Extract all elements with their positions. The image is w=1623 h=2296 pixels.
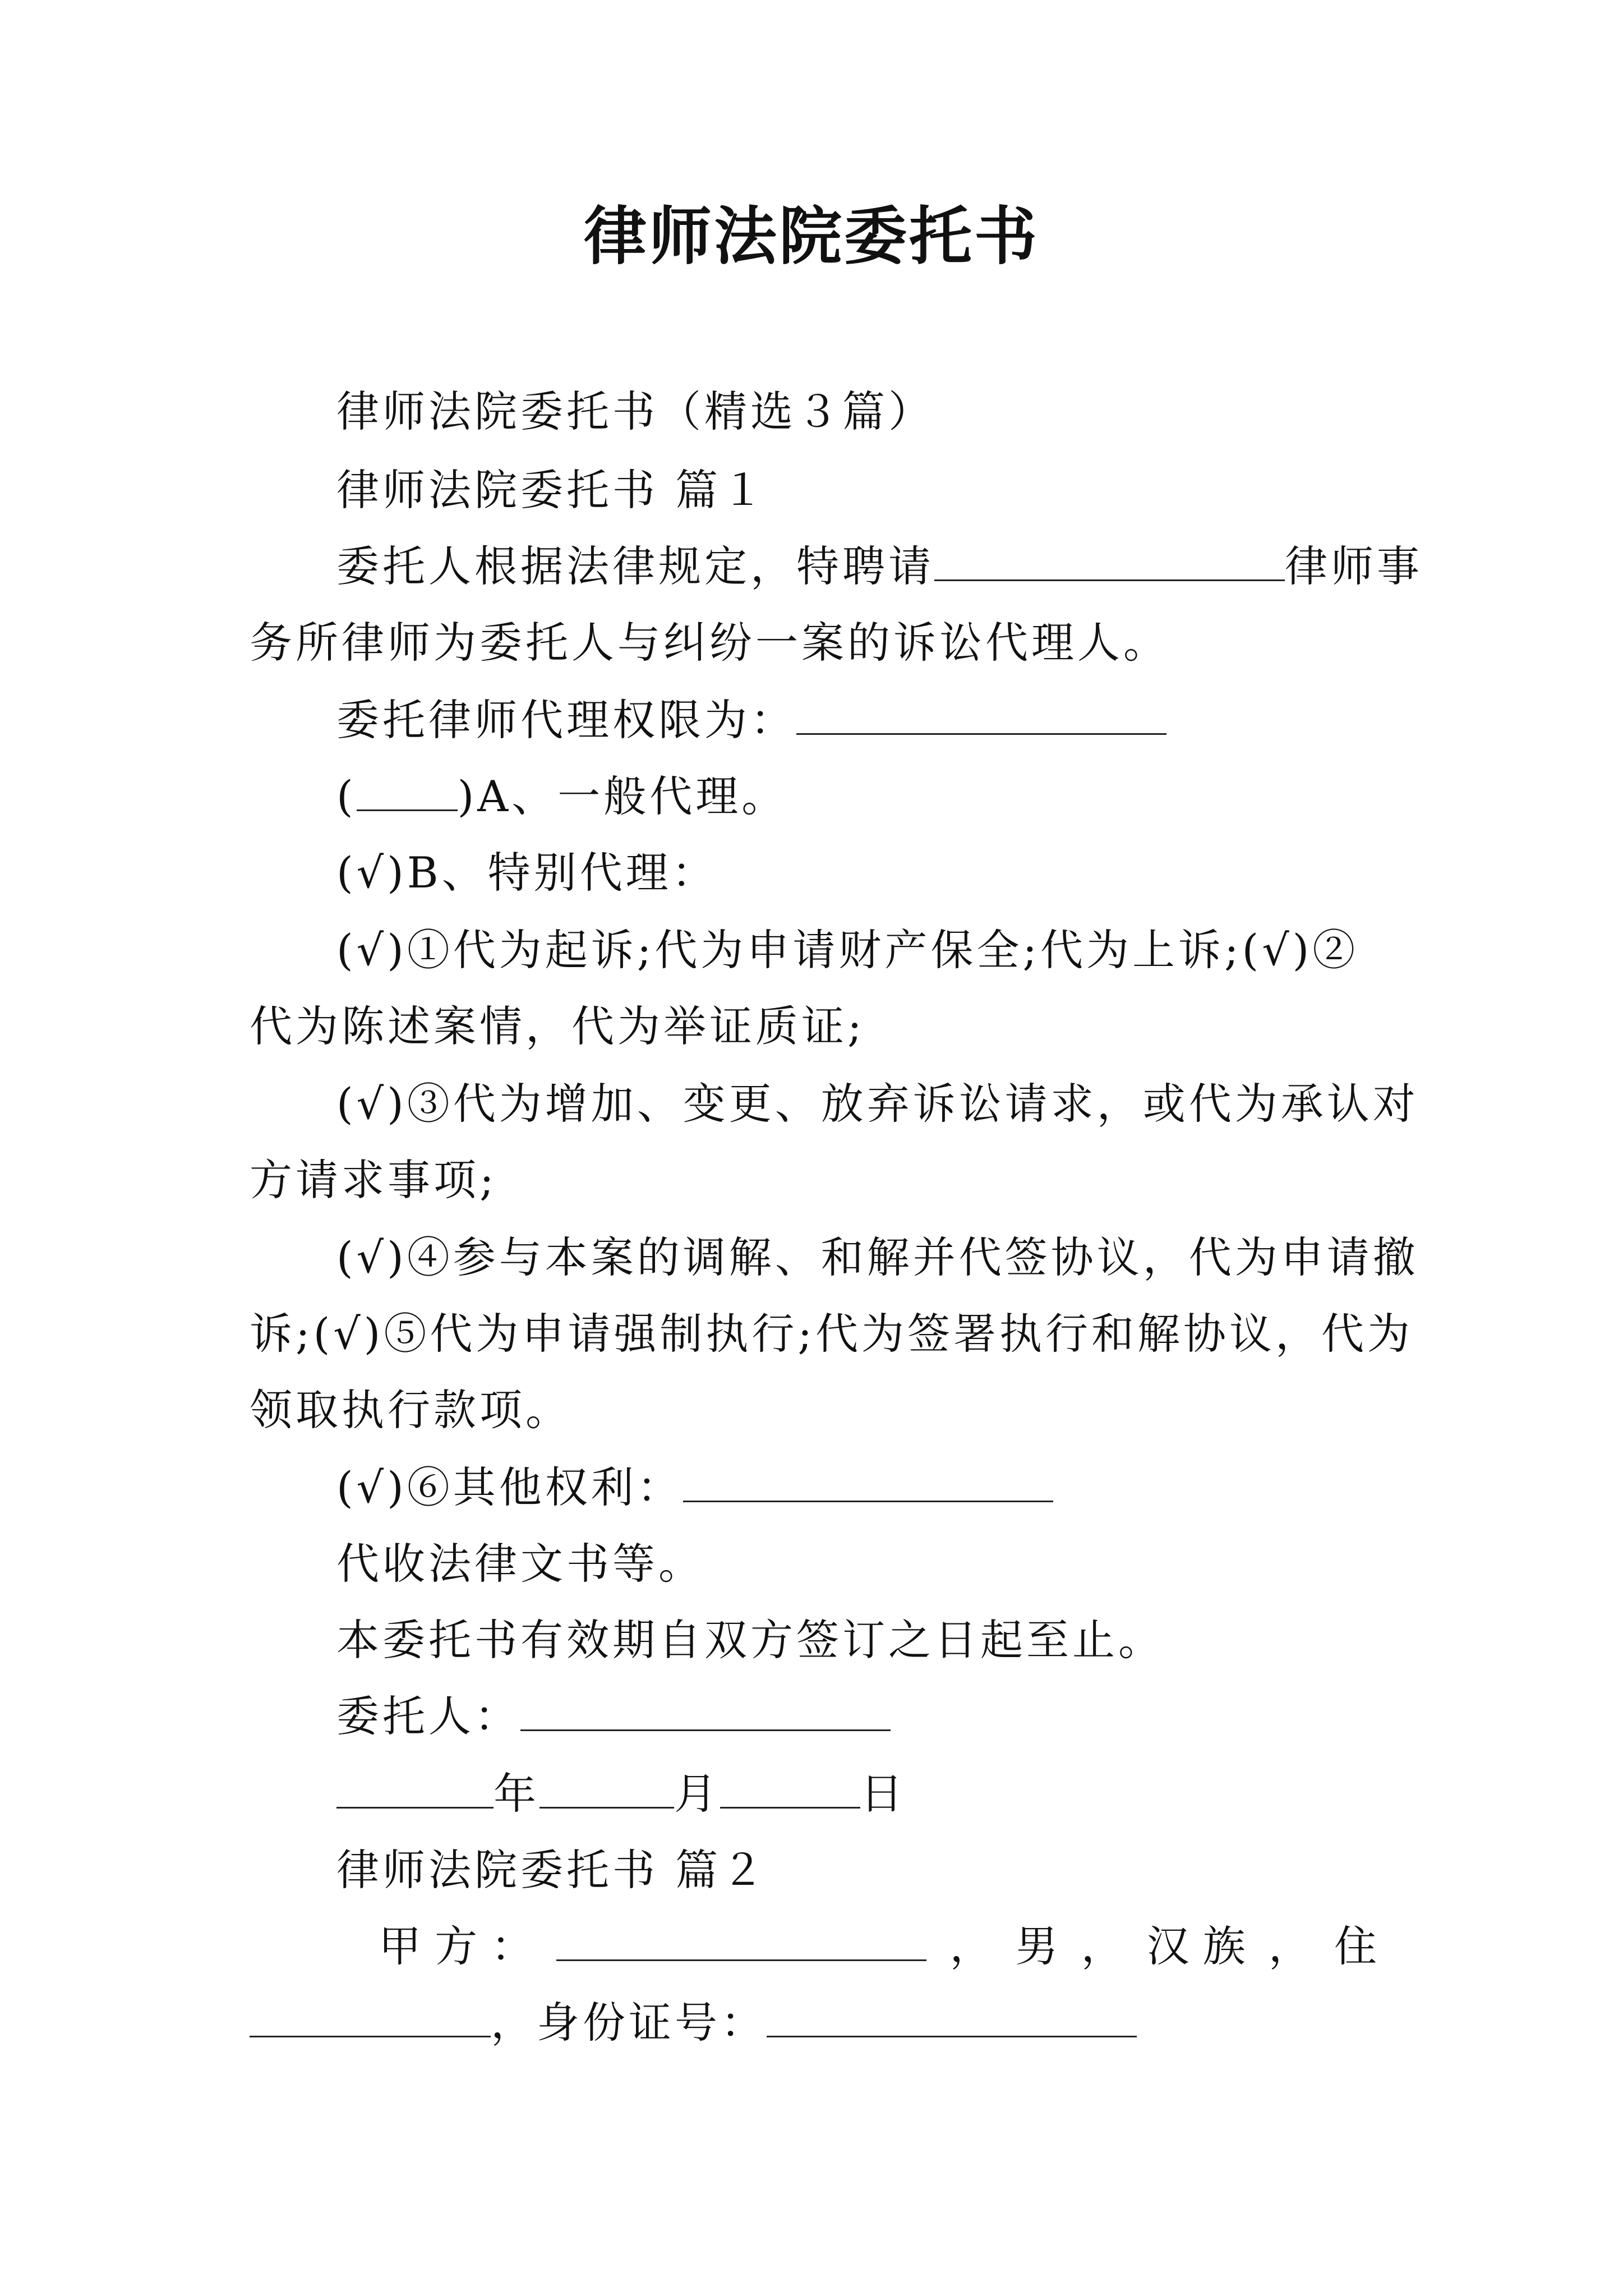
ethnicity: 汉 族 bbox=[1146, 1921, 1246, 1971]
blank-field bbox=[683, 1461, 1053, 1502]
blank-field bbox=[934, 540, 1285, 581]
comma: ， bbox=[949, 1921, 993, 1971]
client-signature-line bbox=[336, 1690, 891, 1743]
subtitle: 律师法院委托书（精选３篇） bbox=[336, 386, 934, 436]
comma: ， bbox=[1081, 1921, 1124, 1971]
address-blank bbox=[250, 1996, 491, 2037]
day-label: 日 bbox=[860, 1769, 906, 1819]
item-3-line-2: 方请求事项; bbox=[250, 1155, 497, 1205]
month-blank bbox=[540, 1768, 674, 1809]
date-line bbox=[336, 1767, 906, 1821]
blank-field bbox=[357, 770, 458, 811]
text: (√)⑥其他权利： bbox=[336, 1462, 683, 1512]
item-4-5-line-1: (√)④参与本案的调解、和解并代签协议，代为申请撤 bbox=[336, 1232, 1419, 1282]
gender: 男 bbox=[1015, 1921, 1058, 1971]
validity-period: 本委托书有效期自双方签订之日起至止。 bbox=[336, 1615, 1164, 1665]
item-3-line-1: (√)③代为增加、变更、放弃诉讼请求，或代为承认对 bbox=[336, 1079, 1419, 1129]
item-6 bbox=[336, 1461, 1053, 1515]
paragraph-1-line-2: 务所律师为委托人与纠纷一案的诉讼代理人。 bbox=[250, 618, 1169, 668]
text: 委托人： bbox=[336, 1691, 520, 1741]
text: ，身份证号： bbox=[491, 1998, 767, 2047]
collect-documents: 代收法律文书等。 bbox=[336, 1539, 704, 1589]
party-a-label: 甲 方 ： bbox=[379, 1921, 534, 1971]
id-number-blank bbox=[767, 1996, 1137, 2037]
comma: ， bbox=[1268, 1921, 1311, 1971]
item-1-2-line-2: 代为陈述案情，代为举证质证; bbox=[250, 1001, 865, 1051]
option-b: (√)B、特别代理： bbox=[336, 848, 718, 898]
paragraph-1-line-1 bbox=[336, 540, 1423, 593]
month-label: 月 bbox=[674, 1769, 720, 1819]
section-heading-1: 律师法院委托书 篇１ bbox=[336, 465, 768, 515]
blank-field bbox=[520, 1690, 891, 1731]
text: ( bbox=[336, 771, 357, 821]
blank-field bbox=[796, 694, 1166, 735]
text: 律师事 bbox=[1285, 541, 1423, 591]
party-a-line bbox=[379, 1920, 1377, 1973]
item-1-2-line-1: (√)①代为起诉;代为申请财产保全;代为上诉;(√)② bbox=[336, 925, 1359, 975]
text: )A、一般代理。 bbox=[457, 771, 788, 821]
day-blank bbox=[720, 1768, 860, 1809]
document-title: 律师法院委托书 bbox=[584, 200, 1039, 273]
party-a-name-blank bbox=[556, 1920, 926, 1961]
authority-line bbox=[336, 693, 1166, 747]
item-4-5-line-2: 诉;(√)⑤代为申请强制执行;代为签署执行和解协议，代为 bbox=[250, 1309, 1413, 1359]
year-blank bbox=[336, 1768, 494, 1809]
text: 委托律师代理权限为： bbox=[336, 695, 796, 745]
option-a bbox=[336, 770, 787, 823]
text: 委托人根据法律规定，特聘请 bbox=[336, 541, 934, 591]
item-4-5-line-3: 领取执行款项。 bbox=[250, 1385, 571, 1435]
id-number-line bbox=[250, 1996, 1137, 2050]
residence-label: 住 bbox=[1334, 1921, 1377, 1971]
year-label: 年 bbox=[494, 1769, 540, 1819]
section-heading-2: 律师法院委托书 篇２ bbox=[336, 1845, 768, 1895]
